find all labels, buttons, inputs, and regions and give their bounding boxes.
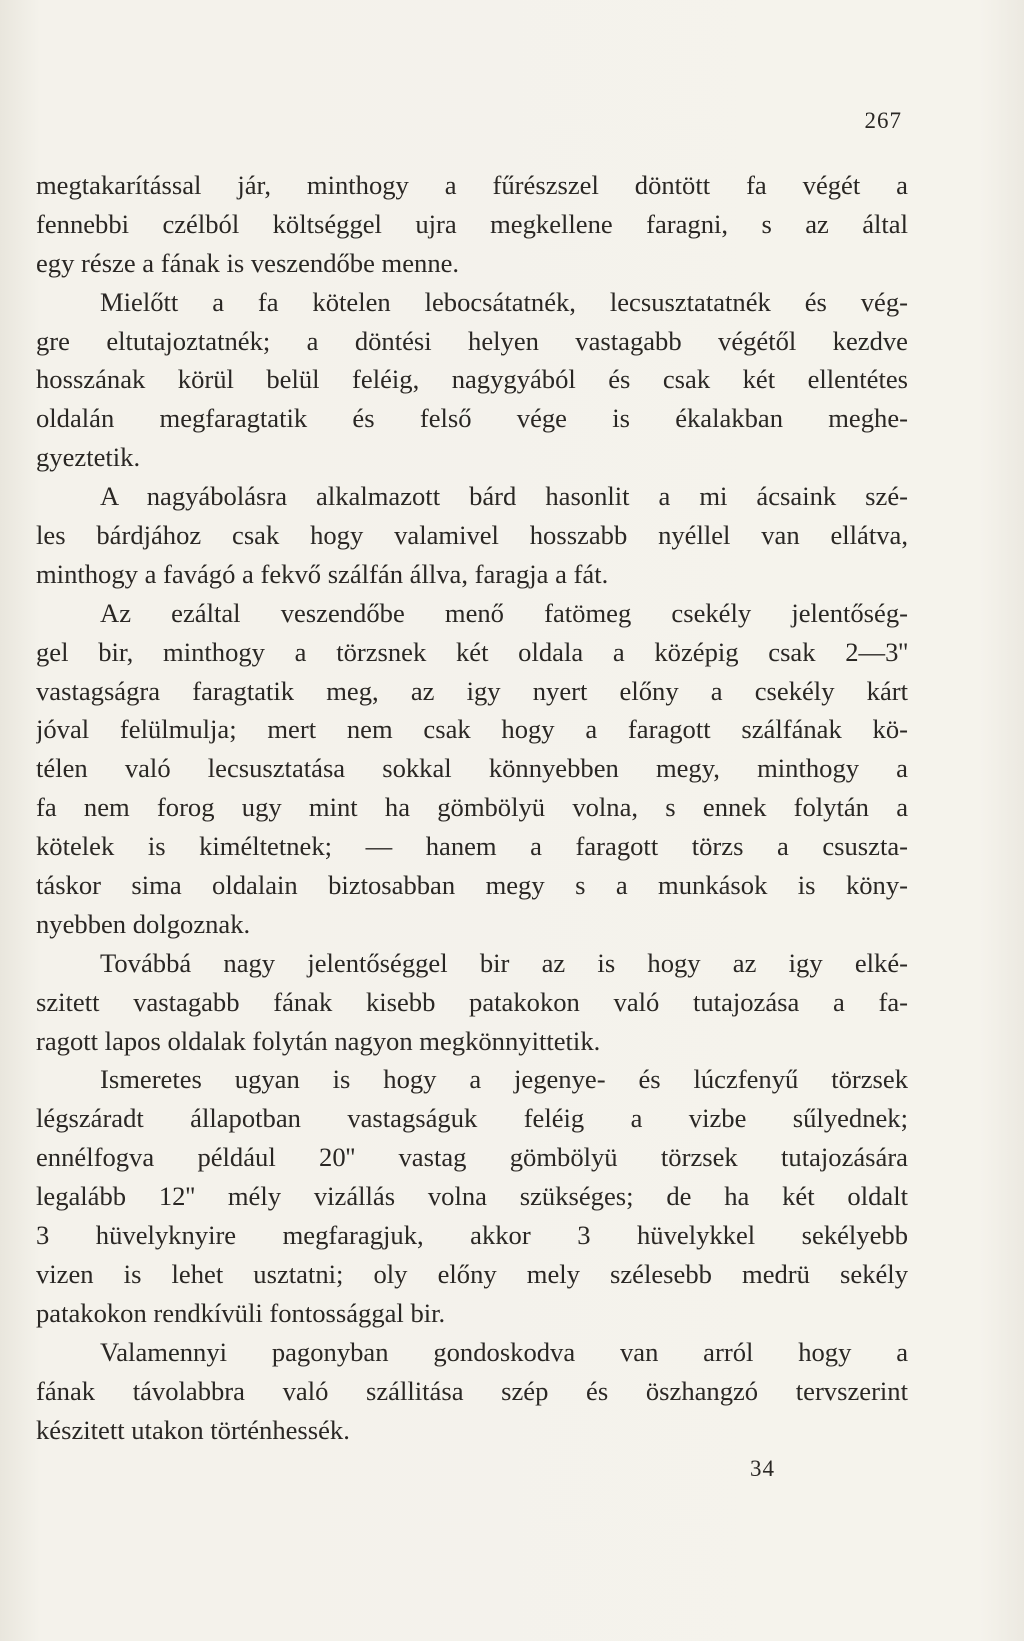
text-line: Ismeretes ugyan is hogy a jegenye- és lúczfenyű törzsek bbox=[100, 1064, 908, 1095]
text-line: A nagyábolásra alkalmazott bárd hasonlit a mi ácsaink szé- bbox=[100, 481, 908, 512]
text-line: legalább 12'' mély vizállás volna szükséges; de ha két oldalt bbox=[36, 1181, 908, 1212]
text-line: hosszának körül belül feléig, nagygyából és csak két ellentétes bbox=[36, 364, 908, 395]
text-line: Valamennyi pagonyban gondoskodva van arról hogy a bbox=[100, 1336, 908, 1367]
text-line: megtakarítással jár, minthogy a fűrészszel döntött fa végét a bbox=[36, 170, 908, 200]
text-line: ennélfogva például 20'' vastag gömbölyü törzsek tutajozására bbox=[36, 1142, 908, 1173]
text-line: Továbbá nagy jelentőséggel bir az is hogy az igy elké- bbox=[100, 947, 908, 978]
text-line: gyeztetik. bbox=[36, 442, 141, 473]
text-line: fának távolabbra való szállitása szép és öszhangzó tervszerint bbox=[36, 1375, 908, 1406]
text-line: vastagságra faragtatik meg, az igy nyert előny a csekély kárt bbox=[36, 675, 908, 706]
text-line: nyebben dolgoznak. bbox=[36, 908, 251, 939]
text-line: Mielőtt a fa kötelen lebocsátatnék, lecsusztatatnék és vég- bbox=[100, 286, 908, 317]
text-line: egy része a fának is veszendőbe menne. bbox=[36, 247, 460, 278]
text-line: minthogy a favágó a fekvő szálfán állva, faragja a fát. bbox=[36, 558, 609, 589]
text-line: fennebbi czélból költséggel ujra megkellene faragni, s az által bbox=[36, 208, 908, 239]
text-line: készitett utakon történhessék. bbox=[36, 1414, 350, 1445]
text-line: jóval felülmulja; mert nem csak hogy a faragott szálfának kö- bbox=[36, 714, 908, 745]
text-line: kötelek is kiméltetnek; — hanem a faragott törzs a csuszta- bbox=[36, 831, 908, 862]
text-line: táskor sima oldalain biztosabban megy s a munkások is köny- bbox=[36, 870, 908, 901]
text-line: ragott lapos oldalak folytán nagyon megkönnyittetik. bbox=[36, 1025, 601, 1056]
text-line: les bárdjához csak hogy valamivel hosszabb nyéllel van ellátva, bbox=[36, 520, 908, 551]
text-line: gel bir, minthogy a törzsnek két oldala a középig csak 2—3'' bbox=[36, 636, 908, 667]
text-line: patakokon rendkívüli fontossággal bir. bbox=[36, 1297, 446, 1328]
text-line: légszáradt állapotban vastagságuk feléig a vizbe sűlyednek; bbox=[36, 1103, 908, 1134]
text-line: télen való lecsusztatása sokkal könnyebben megy, minthogy a bbox=[36, 753, 908, 784]
signature-mark: 34 bbox=[750, 1456, 775, 1481]
text-line: fa nem forog ugy mint ha gömbölyü volna, s ennek folytán a bbox=[36, 792, 908, 823]
text-line: 3 hüvelyknyire megfaragjuk, akkor 3 hüvelykkel sekélyebb bbox=[36, 1220, 908, 1251]
text-line: Az ezáltal veszendőbe menő fatömeg csekély jelentőség- bbox=[100, 597, 908, 628]
text-line: gre eltutajoztatnék; a döntési helyen vastagabb végétől kezdve bbox=[36, 325, 908, 356]
page-number: 267 bbox=[864, 108, 902, 133]
body-text bbox=[36, 166, 908, 1449]
text-line: vizen is lehet usztatni; oly előny mely szélesebb medrü sekély bbox=[36, 1258, 908, 1289]
text-line: oldalán megfaragtatik és felső vége is ékalakban meghe- bbox=[36, 403, 908, 434]
text-line: szitett vastagabb fának kisebb patakokon való tutajozása a fa- bbox=[36, 986, 908, 1017]
